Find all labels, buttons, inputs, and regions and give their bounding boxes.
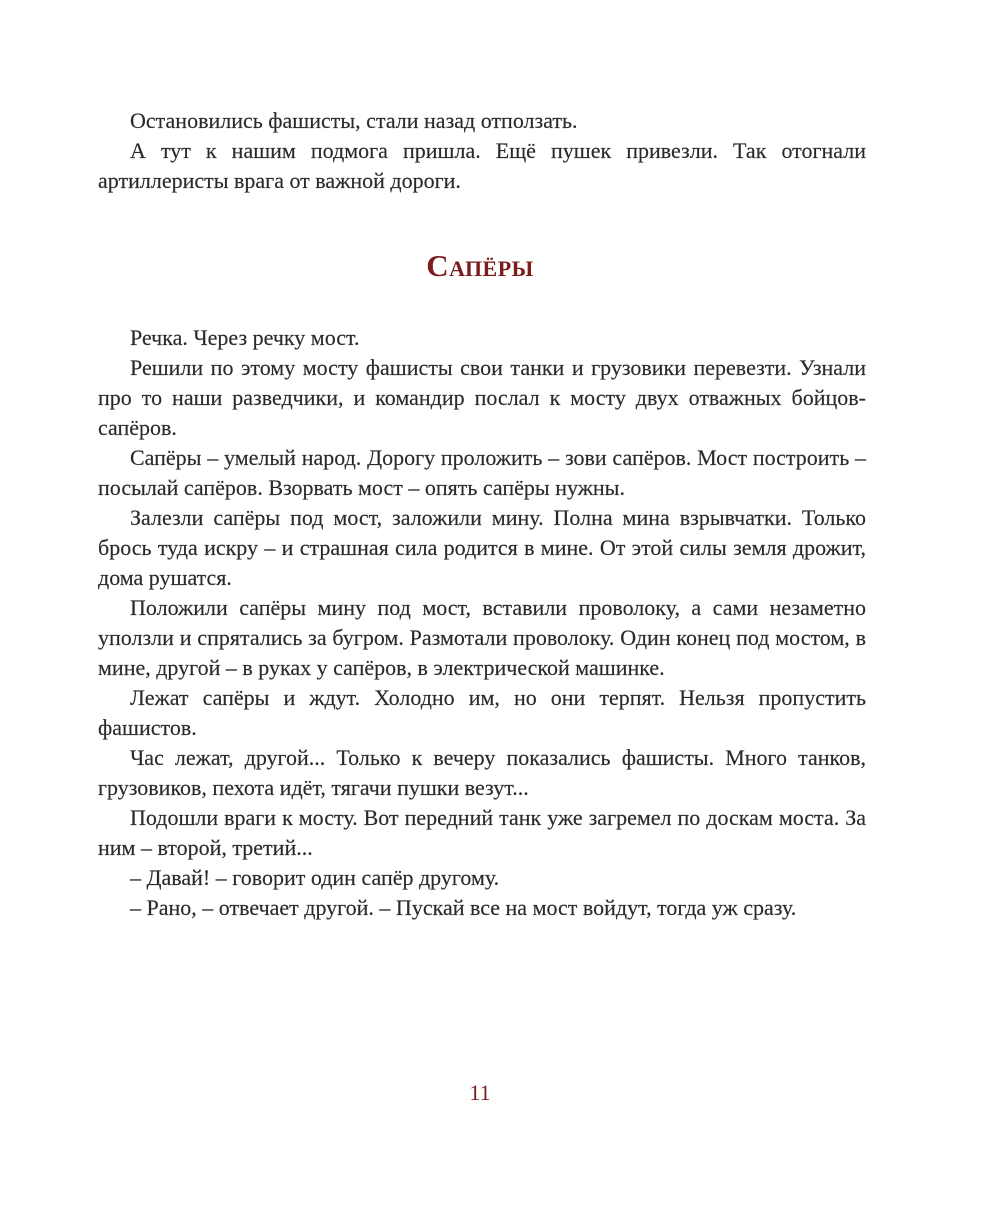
paragraph: Речка. Через речку мост. xyxy=(130,325,360,350)
chapter-text xyxy=(98,323,866,923)
paragraph: Лежат сапёры и ждут. Холодно им, но они терпят. Нельзя пропустить фашистов. xyxy=(98,685,866,740)
paragraph: Решили по этому мосту фашисты свои танки и грузовики перевезти. Узнали про то наши разведчики, и командир послал к мосту двух отважных бойцов-сапёров. xyxy=(98,355,866,440)
page-number: 11 xyxy=(469,1080,491,1105)
intro-text xyxy=(98,106,866,196)
paragraph: – Давай! – говорит один сапёр другому. xyxy=(130,865,500,890)
paragraph: А тут к нашим подмога пришла. Ещё пушек привезли. Так отогнали артиллеристы врага от важной дороги. xyxy=(98,138,866,193)
paragraph: Залезли сапёры под мост, заложили мину. Полна мина взрывчатки. Только брось туда искру – и страшная сила родится в мине. От этой силы земля дрожит, дома рушатся. xyxy=(98,505,866,590)
paragraph: – Рано, – отвечает другой. – Пускай все на мост войдут, тогда уж сразу. xyxy=(130,895,797,920)
paragraph: Час лежат, другой... Только к вечеру показались фашисты. Много танков, грузовиков, пехота идёт, тягачи пушки везут... xyxy=(98,745,866,800)
paragraph: Сапёры – умелый народ. Дорогу проложить – зови сапёров. Мост построить – посылай сапёров. Взорвать мост – опять сапёры нужны. xyxy=(98,445,866,500)
paragraph: Положили сапёры мину под мост, вставили проволоку, а сами незаметно уползли и спрятались за бугром. Размотали проволоку. Один конец под мостом, в мине, другой – в руках у сапёров, в электрической машинке. xyxy=(98,595,866,680)
chapter-title: Сапёры xyxy=(426,248,534,283)
paragraph: Остановились фашисты, стали назад отползать. xyxy=(130,108,578,133)
paragraph: Подошли враги к мосту. Вот передний танк уже загремел по доскам моста. За ним – второй, третий... xyxy=(98,805,866,860)
